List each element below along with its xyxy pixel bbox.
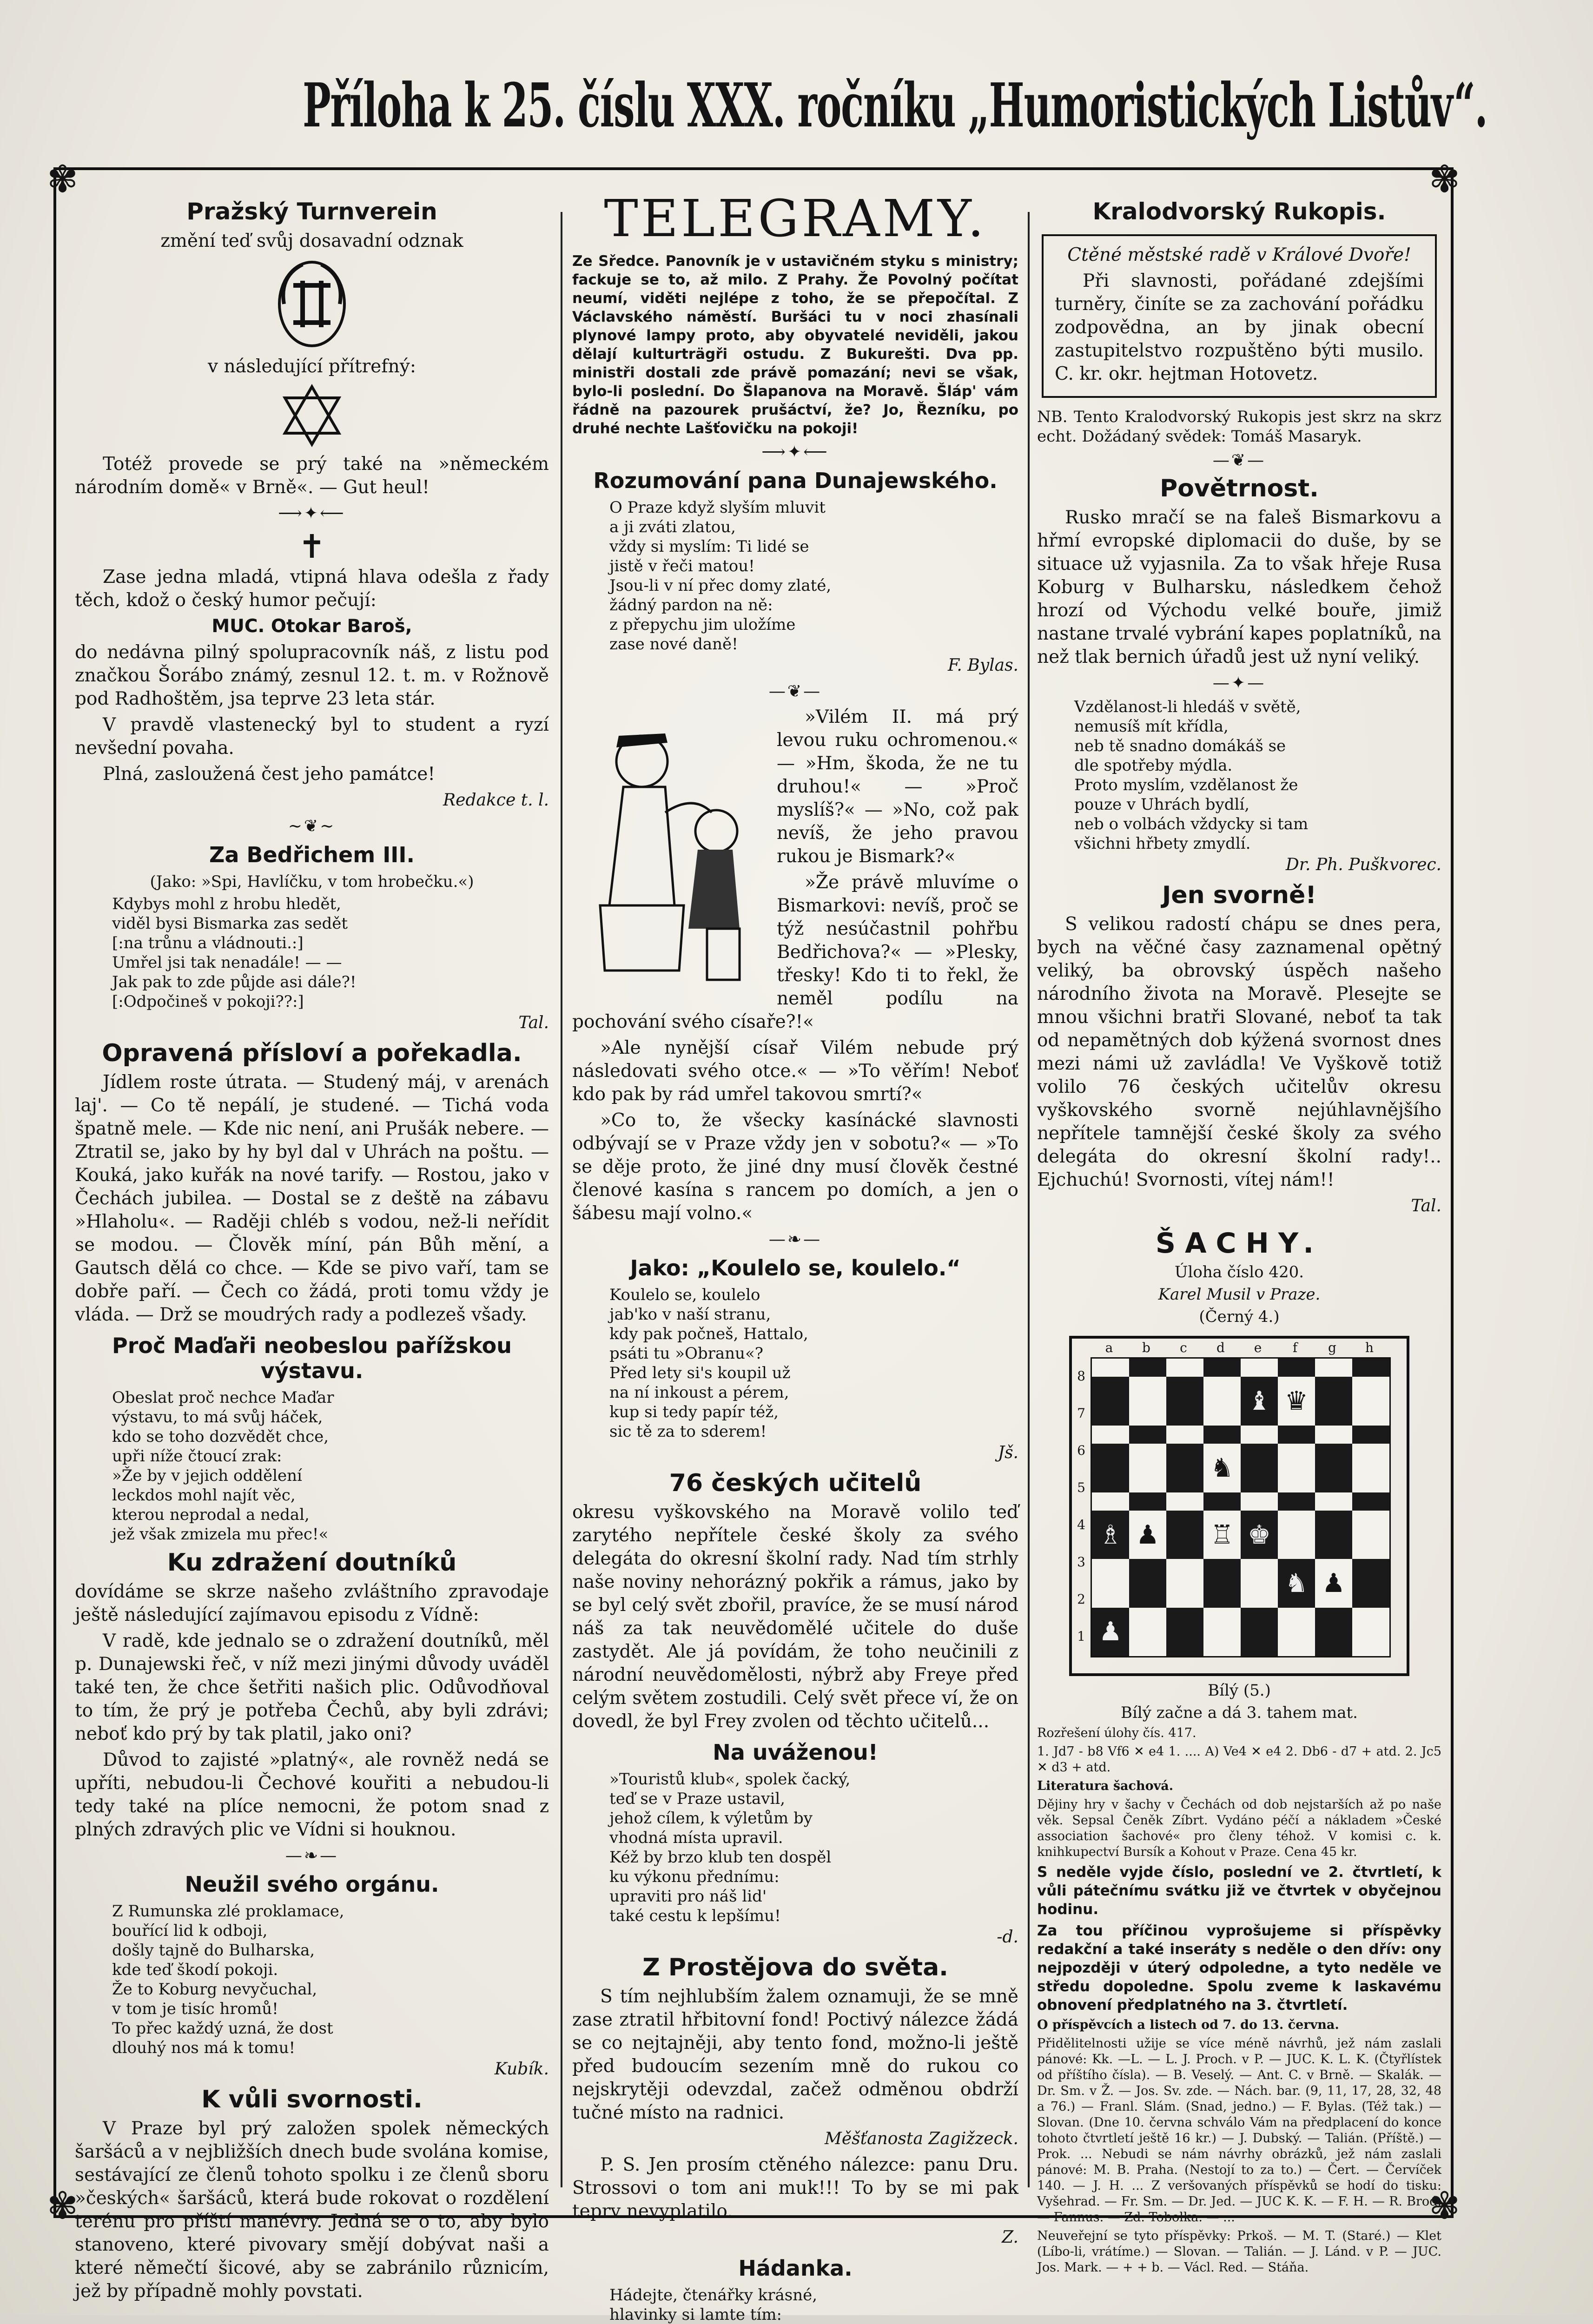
poem-line: Koulelo se, koulelo [609,1286,760,1304]
chess-square [1278,1426,1315,1444]
ornament-divider: ~❦~ [288,817,336,836]
sachy-solution: 1. Jd7 - b8 Vf6 ✕ e4 1. .... A) Ve4 ✕ e4 2. Db6 - d7 + atd. 2. Jc5 ✕ d3 + atd. [1037,1744,1441,1775]
rukopis-box-text: Při slavnosti, pořádané zdejšími turněry, činíte se za zachování pořádku zodpovědna, an by jinak obecní zastupitelstvo rozpuštěno býti musilo. C. kr. okr. hejtman Hotovetz. [1055,271,1424,384]
chess-square [1092,1492,1129,1511]
poem-line: O Praze když slyším mluvit [609,498,826,517]
chess-square [1352,1608,1389,1656]
chess-square [1166,1492,1203,1511]
ucitelu-title: 76 českých učitelů [669,1469,922,1497]
poem-line: To přec každý uzná, že dost [112,2019,333,2038]
chess-piece-icon: ♝ [1247,1386,1271,1417]
povetrnost-text: Rusko mračí se na faleš Bismarkovu a hřmí evropské diplomacii do duše, by se situace už vyjasnila. Za to však hřeje Rusa Koburg v Bulharsku, následkem čehož hrozí od Východu velké bouře, jimiž nastane trvalé vybrání kapes poplatníků, na než tlak bernich úřadů jest už nyní veliký. [1037,507,1441,667]
masthead: Příloha k 25. číslu XXX. ročníku „Humoristických Listův“. [303,70,1487,141]
chess-square [1166,1608,1203,1656]
poem-line: kde teď škodí pokoji. [112,1961,278,1979]
chess-square [1278,1359,1315,1377]
obituary-p4: Plná, zasloužená čest jeho památce! [103,764,436,785]
poem-line: teď se v Praze ustavil, [609,1789,786,1808]
file-label: c [1180,1340,1187,1355]
chess-square [1166,1559,1203,1607]
poem-line: neb o volbách vždycky si tam [1074,815,1309,833]
poem-line: všichni hřbety zmydlí. [1074,834,1251,853]
rank-label: 7 [1077,1405,1085,1421]
poem-line: hlavinky si lamte tím: [609,2305,782,2324]
chess-square [1092,1444,1129,1492]
poem-line: sic tě za to sderem! [609,1422,767,1441]
chess-piece-icon: ♟ [1322,1568,1346,1598]
rank-label: 8 [1077,1368,1085,1384]
chess-square [1203,1608,1241,1656]
prostejov-ps-signature: Z. [1002,2228,1018,2247]
bedrich-signature: Tal. [518,1013,549,1032]
chess-square [1203,1559,1241,1607]
svorne-text: S velikou radostí chápu se dnes pera, bych na věčné časy zaznamenal opětný veliký, ba obrovský úspěch našeho národního života na Moravě. Plesejte se mnou všichni bratři Slované, neboť ta tak od nepamětných dob kýžená svornost dnes mezi námi už zavládla! Ve Vyškově totiž volilo 76 českých učitelův okresu vyškovského svorně nejúhlavnějšího nepřítele tamnější české školy za svého delegáta do okresní školní rady!.. Ejchuchú! Svornosti, vítej nám!! [1037,914,1441,1190]
poem-line: a ji zváti zlatou, [609,518,736,536]
chess-square [1092,1559,1129,1607]
telegramy-title: TELEGRAMY. [604,189,987,248]
rank-label: 3 [1077,1554,1085,1570]
chess-square [1315,1608,1352,1656]
poem-line: dlouhý nos má k tomu! [112,2039,296,2057]
doutniky-p3: Důvod to zajisté »platný«, ale rovněž nedá se upříti, nebudou-li Čechové kouřiti a nebudou-li tedy také na plíce nemocni, že potom snad z plných zdravých plic ve Vídni si houknou. [75,1750,549,1840]
poem-line: jab'ko v naší stranu, [609,1305,771,1324]
poem-line: výstavu, to má svůj háček, [112,1408,323,1426]
telegramy-text: Ze Sředce. Panovník je v ustavičném styku s ministry; fackuje se to, až milo. Z Prahy. Že Povolný počítat neumí, viděti nejlépe z toho, že se přepočítal. Z Václavského náměstí. Buršáci tu v noci zhasínali plynové lampy proto, aby obyvatelé neviděli, jakou dělají kulturträgři ostudu. Z Bukurešti. Dva pp. ministři dostali zde právě pomazání; nevi se však, bylo-li poslední. Do Šlapanova na Moravě. Šláp' vám řádně na pazourek prušáctví, že? Jo, Řezníku, po druhé nechte Lašťovičku na pokoji! [572,253,1018,437]
file-label: e [1254,1340,1262,1355]
chess-square [1241,1492,1278,1511]
bedrich-poem [75,894,549,1011]
chess-square [1129,1426,1166,1444]
uvazenou-signature: -d. [997,1928,1018,1947]
poem-line: žádný pardon na ně: [609,596,773,614]
koulelo-signature: Jš. [998,1443,1018,1462]
poem-line: vždy si myslím: Ti lidé se [609,537,809,556]
dunajewski-poem [572,498,1018,654]
poem-line: Obeslat proč nechce Maďar [112,1388,334,1407]
chess-piece-icon: ♚ [1247,1519,1271,1550]
rank-label: 4 [1077,1517,1085,1532]
hadanka-title: Hádanka. [738,2256,853,2281]
chess-square [1241,1608,1278,1656]
vzdelanost-poem [1037,697,1441,853]
poem-line: nemusíš mít křídla, [1074,717,1229,736]
uvazenou-poem [572,1769,1018,1926]
chess-square [1241,1511,1278,1559]
poem-line: dle spotřeby mýdla. [1074,756,1233,775]
svorne-title: Jen svorně! [1162,881,1316,909]
chess-square [1092,1359,1129,1377]
poem-line: »Touristů klub«, spolek čacký, [609,1770,851,1789]
chess-ranks [1072,1357,1091,1655]
rank-label: 6 [1077,1442,1085,1458]
chess-square [1241,1559,1278,1607]
chess-square [1203,1492,1241,1511]
vzdelanost-signature: Dr. Ph. Puškvorec. [1285,855,1441,874]
cartoon-illustration [572,710,767,989]
obituary-p3: V pravdě vlastenecký byl to student a ryzí nevšední povaha. [75,714,549,759]
koulelo-title: Jako: „Koulelo se, koulelo.“ [630,1255,961,1281]
ornament-divider: —❦— [1212,451,1266,470]
chess-square [1129,1377,1166,1425]
madari-poem [75,1388,549,1544]
chess-square [1352,1444,1389,1492]
obituary-p1: Zase jedna mladá, vtipná hlava odešla z řady těch, kdož o český humor pečují: [75,567,549,611]
poem-line: také cestu k lepšímu! [609,1907,781,1925]
bedrich-title: Za Bedřichem III. [209,842,415,867]
column-rule [1028,212,1030,2187]
chess-diagram [1069,1336,1409,1676]
file-label: f [1292,1340,1298,1355]
chess-square [1315,1359,1352,1377]
poem-line: »Že by v jejich oddělení [112,1466,302,1485]
chess-square [1166,1511,1203,1559]
poem-line: z přepychu jim uložíme [609,615,796,634]
poem-line: ku výkonu přednímu: [609,1868,780,1886]
column-3 [1037,189,1441,2275]
poem-line: upraviti pro náš lid' [609,1887,767,1906]
sachy-uloha: Úloha číslo 420. [1174,1263,1304,1281]
prostejov-title: Z Prostějova do světa. [642,1954,948,1981]
organ-poem [75,1901,549,2058]
prislovi-title: Opravená přísloví a pořekadla. [102,1039,522,1067]
prostejov-text: S tím nejhlubším žalem oznamuji, že se mně zase ztratil hřbitovní fond! Poctivý nálezce žádá se co nejtajněji, aby tento fond, možno-li ještě před budoucím sezením mně do rukou co nejskrytěji odevzdal, začež odměnou obdrží tučné místo na radnici. [572,1986,1018,2123]
chess-square [1166,1426,1203,1444]
vilem-text-4: »Co to, že všecky kasínácké slavnosti odbývají se v Praze vždy jen v sobotu?« — »To se děje proto, že jiné dny musí člověk čestné členové kasína s rancem po domích, a jen o šábesu mají volno.« [572,1110,1018,1224]
poem-line: Jsou-li v ní přec domy zlaté, [609,576,832,595]
uvazenou-title: Na uváženou! [713,1740,878,1765]
poem-line: [:Odpočineš v pokoji??:] [112,992,304,1011]
ucitelu-text: okresu vyškovského na Moravě volilo teď zarytého nepřítele české školy za svého delegáta do okresní školní rady. Nad tím strhly naše noviny nehorázný pokřik a rámus, jako by se byl celý svět zbořil, pravíce, že se musí národ náš za tak neuvědomělé učitele do duše zastydět. Ale já povídám, že toho neučinili z národní neuvědomělosti, nýbrž aby Freye před celým světem zostudili. Celý svět přece ví, že on dovedl, že byl Frey zvolen od těchto učitelů... [572,1502,1018,1732]
ornament-divider: —✦— [1212,673,1266,693]
chess-square [1315,1377,1352,1425]
chess-square [1241,1444,1278,1492]
file-label: g [1328,1340,1336,1355]
file-label: a [1105,1340,1113,1355]
chess-piece-icon: ♖ [1210,1519,1234,1550]
rank-label: 2 [1077,1591,1085,1607]
corner-ornament-icon: ✾ [1428,158,1460,201]
sachy-title: ŠACHY. [1155,1227,1323,1260]
sachy-white: Bílý (5.) [1208,1681,1271,1700]
file-label: h [1365,1340,1374,1355]
turnverein-title: Pražský Turnverein [186,198,437,225]
corner-ornament-icon: ✾ [47,2184,79,2227]
notice-p2: Za tou příčinou vyprošujeme si příspěvky redakční a také inseráty s neděle o den dřív: ony nejpozději v úterý odpoledne, a tyto neděle ve středu dopoledne. Spolu zveme k laskavému obnovení předplatného na 3. čtvrtletí. [1037,1922,1441,2014]
turnverein-emblem-icon [275,257,349,350]
ornament-divider: ⟶✦⟵ [278,504,346,523]
chess-square [1129,1359,1166,1377]
chess-square [1352,1359,1389,1377]
chess-square [1092,1377,1129,1425]
poem-line: Proto myslím, vzdělanost že [1074,776,1298,794]
chess-square [1129,1444,1166,1492]
obituary-name: MUC. Otokar Baroš, [212,616,412,637]
chess-piece-icon: ♞ [1284,1568,1309,1598]
povetrnost-title: Povětrnost. [1160,475,1319,502]
poem-line: leckdos mohl najít věc, [112,1486,296,1505]
poem-line: kterou neprodal a nedal, [112,1505,310,1524]
file-label: b [1142,1340,1150,1355]
turnverein-between: v následující přítrefný: [208,356,416,377]
sachy-task: Bílý začne a dá 3. tahem mat. [1121,1703,1358,1722]
chess-square [1203,1359,1241,1377]
doutniky-title: Ku zdražení doutníků [167,1549,457,1577]
chess-board [1091,1357,1391,1657]
chess-piece-icon: ♛ [1284,1386,1309,1417]
poem-line: Z Rumunska zlé proklamace, [112,1902,344,1921]
literatura-text: Dějiny hry v šachy v Čechách od dob nejstarších až po naše věk. Sepsal Čeněk Zíbrt. Vydáno péčí a nákladem »České association šachové« pro členy téhož. V komisi c. k. knihkupectví Bursík a Kohout v Praze. Cena 45 kr. [1037,1797,1441,1859]
neuverejni-text: Neuveřejní se tyto příspěvky: Prkoš. — M. T. (Staré.) — Klet (Líbo-li, vrátíme.) — Slovan. — Talián. — J. Lánd. v P. — JUC. Jos. Mark. — + + b. — Václ. Red. — Stáňa. [1037,2229,1441,2275]
file-label: d [1216,1340,1225,1355]
svorne-signature: Tal. [1411,1196,1441,1215]
chess-square [1278,1377,1315,1425]
poem-line: [:na trůnu a vládnouti.:] [112,934,304,952]
poem-line: vhodná místa upravil. [609,1829,783,1847]
column-rule [561,212,562,2187]
doutniky-p2: V radě, kde jednalo se o zdražení doutníků, měl p. Dunajewski řeč, v níž mezi jinými důvody uváděl také ten, že chce šetřiti našich plic. Odůvodňoval to tím, že prý je potřeba Čechů, aby byli zdrávi; neboť kdo prý by tak platil, jako oni? [75,1631,549,1744]
chess-square [1092,1511,1129,1559]
poem-line: kup si tedy papír též, [609,1403,779,1421]
corner-ornament-icon: ✾ [1428,2184,1460,2227]
rank-label: 5 [1077,1479,1085,1495]
dunajewski-title: Rozumování pana Dunajewského. [593,468,998,493]
sachy-author: Karel Musil v Praze. [1158,1285,1321,1304]
vilem-text-3: »Ale nynější císař Vilém nebude prý následovati svého otce.« — »To věřím! Neboť kdo pak by rád umřel takovou smrtí?« [572,1037,1018,1105]
rukopis-box [1042,234,1437,398]
literatura-title: Literatura šachová. [1037,1779,1174,1793]
cross-icon: ✝ [298,528,326,566]
prostejov-ps: P. S. Jen prosím ctěného nálezce: panu Dru. Strossovi o tom ani muk!!! To by se mi pak teprv nevyplatilo. [572,2154,1018,2222]
turnverein-text: Totéž provede se prý také na »německém národním domě« v Brně«. — Gut heul! [75,454,549,498]
content-frame [47,158,1460,2324]
turnverein-subtitle: změní teď svůj dosavadní odznak [160,231,463,251]
chess-square [1129,1511,1166,1559]
chess-piece-icon: ♞ [1210,1452,1234,1483]
star-of-david-icon [279,383,344,448]
column-1 [75,189,549,2302]
chess-piece-icon: ♟ [1098,1617,1123,1647]
poem-line: Že to Koburg nevyčuchal, [112,1980,317,1999]
chess-square [1352,1426,1389,1444]
madari-title: Proč Maďaři neobeslou pařížskou výstavu. [112,1333,512,1383]
poem-line: Umřel jsi tak nenadále! — — [112,953,342,972]
chess-square [1241,1377,1278,1425]
poem-line: zase nové daně! [609,635,738,654]
vilem-text-2: »Že právě mluvíme o Bismarkovi: nevíš, proč se týž nesúčastnil pohřbu Bedřichova?« — »Plesky, třesky! Kdo ti to řekl, že neměl podílu na pochování svého císaře?!« [572,872,1018,1032]
poem-line: psáti tu »Obranu«? [609,1344,763,1363]
poem-line: viděl bysi Bismarka zas sedět [112,914,348,933]
vilem-text-1: »Vilém II. má prý levou ruku ochromenou.« — »Hm, škoda, že ne tu druhou!« — »Proč myslíš?« — »No, což pak nevíš, že jeho pravou rukou je Bismark?« [777,706,1018,867]
prispevky-title: O příspěvcích a listech od 7. do 13. června. [1037,2018,1339,2032]
rank-label: 1 [1077,1628,1085,1644]
chess-square [1203,1511,1241,1559]
ornament-divider: ⟶✦⟵ [761,442,829,462]
poem-line: Před lety si's koupil už [609,1364,791,1382]
svornost-text: V Praze byl prý založen spolek německých šaršáců a v nejbližších dnech bude svolána komise, sestávající ze členů tohoto spolku i ze členů sboru »českých« šaršáců, která bude rokovat o rozdělení terénu pro příští manévry. Jedná se o to, aby bylo stanoveno, které pivovary smějí dobývat naši a které němečtí šicové, aby se zabránilo různicím, jež by případně mohly povstati. [75,2118,549,2302]
chess-square [1278,1444,1315,1492]
dunajewski-signature: F. Bylas. [948,656,1018,675]
chess-square [1092,1608,1129,1656]
poem-line: jehož cílem, k výletům by [609,1809,813,1828]
ornament-divider: —❧— [285,1846,339,1865]
poem-line: v tom je tisíc hromů! [112,2000,278,2018]
chess-piece-icon: ♟ [1136,1519,1160,1550]
chess-square [1352,1377,1389,1425]
poem-line: pouze v Uhrách bydlí, [1074,795,1250,814]
poem-line: jistě v řeči matou! [609,557,755,575]
chess-square [1315,1492,1352,1511]
poem-line: bouřící lid k odboji, [112,1921,268,1940]
chess-square [1241,1426,1278,1444]
prispevky-text: Přidělitelnosti užije se více méně návrhů, jež nám zaslali pánové: Kk. —L. — L. J. Proch. v P. — JUC. K. L. K. (Čtyřlístek od příštího čísla). — B. Veselý. — Ant. C. v Brně. — Skalák. — Dr. Sm. v Ž. — Jos. Sv. zde. — Nách. bar. (9, 11, 17, 28, 32, 48 a 76.) — Franl. Slám. (Snad, jedno.) — F. Bylas. (Též tak.) — Slovan. (Dne 10. června schválo Vám na předplacení do konce tohoto čtvrtletí ještě 16 kr.) — J. Dubský. — Talián. (Příště.) — Prok. ... Nebudi se nám návrhy obrázků, jež nám zaslali pánové: M. B. Praha. (Nestojí to za to.) — Čert. — Červíček 140. — J. H. ... Z veršovaných příspěvků se hodí do tisku: Vyšehrad. — Fr. Sm. — Dr. Jed. — JUC K. K. — F. H. — R. Brod. — Fannus. — Zd. Tobolka. — ... [1037,2036,1441,2225]
organ-title: Neužil svého orgánu. [185,1872,439,1897]
poem-line: kdo se toho dozvědět chce, [112,1427,329,1446]
chess-square [1278,1559,1315,1607]
poem-line: na ní inkoust a pérem, [609,1383,789,1402]
chess-piece-icon: ♗ [1098,1519,1123,1550]
chess-square [1315,1559,1352,1607]
chess-square [1352,1559,1389,1607]
chess-square [1315,1444,1352,1492]
poem-line: Hádejte, čtenářky krásné, [609,2286,818,2304]
chess-square [1166,1359,1203,1377]
poem-line: Vzdělanost-li hledáš v světě, [1074,698,1301,716]
sachy-black: (Černý 4.) [1199,1307,1280,1326]
poem-line: Jak pak to zde půjde asi dále?! [112,973,357,991]
chess-square [1352,1511,1389,1559]
koulelo-poem [572,1285,1018,1441]
chess-square [1203,1426,1241,1444]
chess-square [1278,1511,1315,1559]
ornament-divider: —❦— [768,682,822,701]
rukopis-nb: NB. Tento Kralodvorský Rukopis jest skrz na skrz echt. Dožádaný svědek: Tomáš Masaryk. [1037,408,1441,446]
poem-line: Kdybys mohl z hrobu hledět, [112,895,341,913]
poem-line: kdy pak počneš, Hattalo, [609,1325,808,1343]
chess-square [1278,1492,1315,1511]
chess-square [1315,1511,1352,1559]
column-2 [572,189,1018,2324]
chess-square [1092,1426,1129,1444]
poem-line: upři níže čtoucí zrak: [112,1447,282,1466]
sachy-solution-heading: Rozřešení úlohy čís. 417. [1037,1726,1196,1740]
obituary-signature: Redakce t. l. [443,791,549,810]
chess-square [1129,1608,1166,1656]
prostejov-signature: Měšťanosta Zagižzeck. [825,2129,1018,2148]
poem-line: Kéž by brzo klub ten dospěl [609,1848,832,1867]
ornament-divider: —❧— [768,1230,822,1249]
chess-square [1166,1444,1203,1492]
hadanka-poem [572,2285,1018,2324]
chess-square [1278,1608,1315,1656]
chess-square [1203,1377,1241,1425]
poem-line: došly tajně do Bulharska, [112,1941,315,1960]
obituary-p2: do nedávna pilný spolupracovník náš, z listu pod značkou Šorábo známý, zesnul 12. t. m. v Rožnově pod Radhoštěm, jsa teprve 23 leta stár. [75,642,549,709]
chess-square [1315,1426,1352,1444]
doutniky-p1: dovídáme se skrze našeho zvláštního zpravodaje ještě následující zajímavou episodu z Vídně: [75,1581,549,1625]
svornost-title: K vůli svornosti. [201,2086,423,2113]
chess-square [1166,1377,1203,1425]
rukopis-title: Kralodvorský Rukopis. [1092,198,1386,225]
notice-p1: S neděle vyjde číslo, poslední ve 2. čtvrtletí, k vůli pátečnímu svátku již ve čtvrtek v obyčejnou hodinu. [1037,1864,1441,1918]
organ-signature: Kubík. [494,2060,549,2079]
chess-files [1091,1339,1388,1357]
chess-square [1129,1559,1166,1607]
prislovi-text: Jídlem roste útrata. — Studený máj, v arenách laj'. — Co tě nepálí, je studené. — Tichá voda špatně mele. — Kde nic není, ani Prušák nebere. — Ztratil se, jako by hy byl dal v Uhrách na poštu. — Kouká, jako kuřák na nové tarify. — Rostou, jako v Čechách jubilea. — Dostal se z deště na zábavu »Hlaholu«. — Raději chléb s vodou, než-li neřídit se modou. — Člověk míní, pán Bůh mění, a Gautsch dělá co chce. — Kde se pivo vaří, tam se dobře paří. — Čech co žádá, proti tomu vždy je vláda. — Drž se moudrých rady a podlezeš všady. [75,1072,549,1325]
chess-square [1129,1492,1166,1511]
corner-ornament-icon: ✾ [47,158,79,201]
chess-square [1241,1359,1278,1377]
chess-square [1203,1444,1241,1492]
bedrich-subtitle: (Jako: »Spi, Havlíčku, v tom hrobečku.«) [150,872,474,891]
poem-line: jež však zmizela mu přec!« [112,1525,329,1544]
poem-line: neb tě snadno domákáš se [1074,737,1286,755]
rukopis-box-heading: Ctěné městské radě v Králové Dvoře! [1067,244,1411,265]
chess-square [1352,1492,1389,1511]
